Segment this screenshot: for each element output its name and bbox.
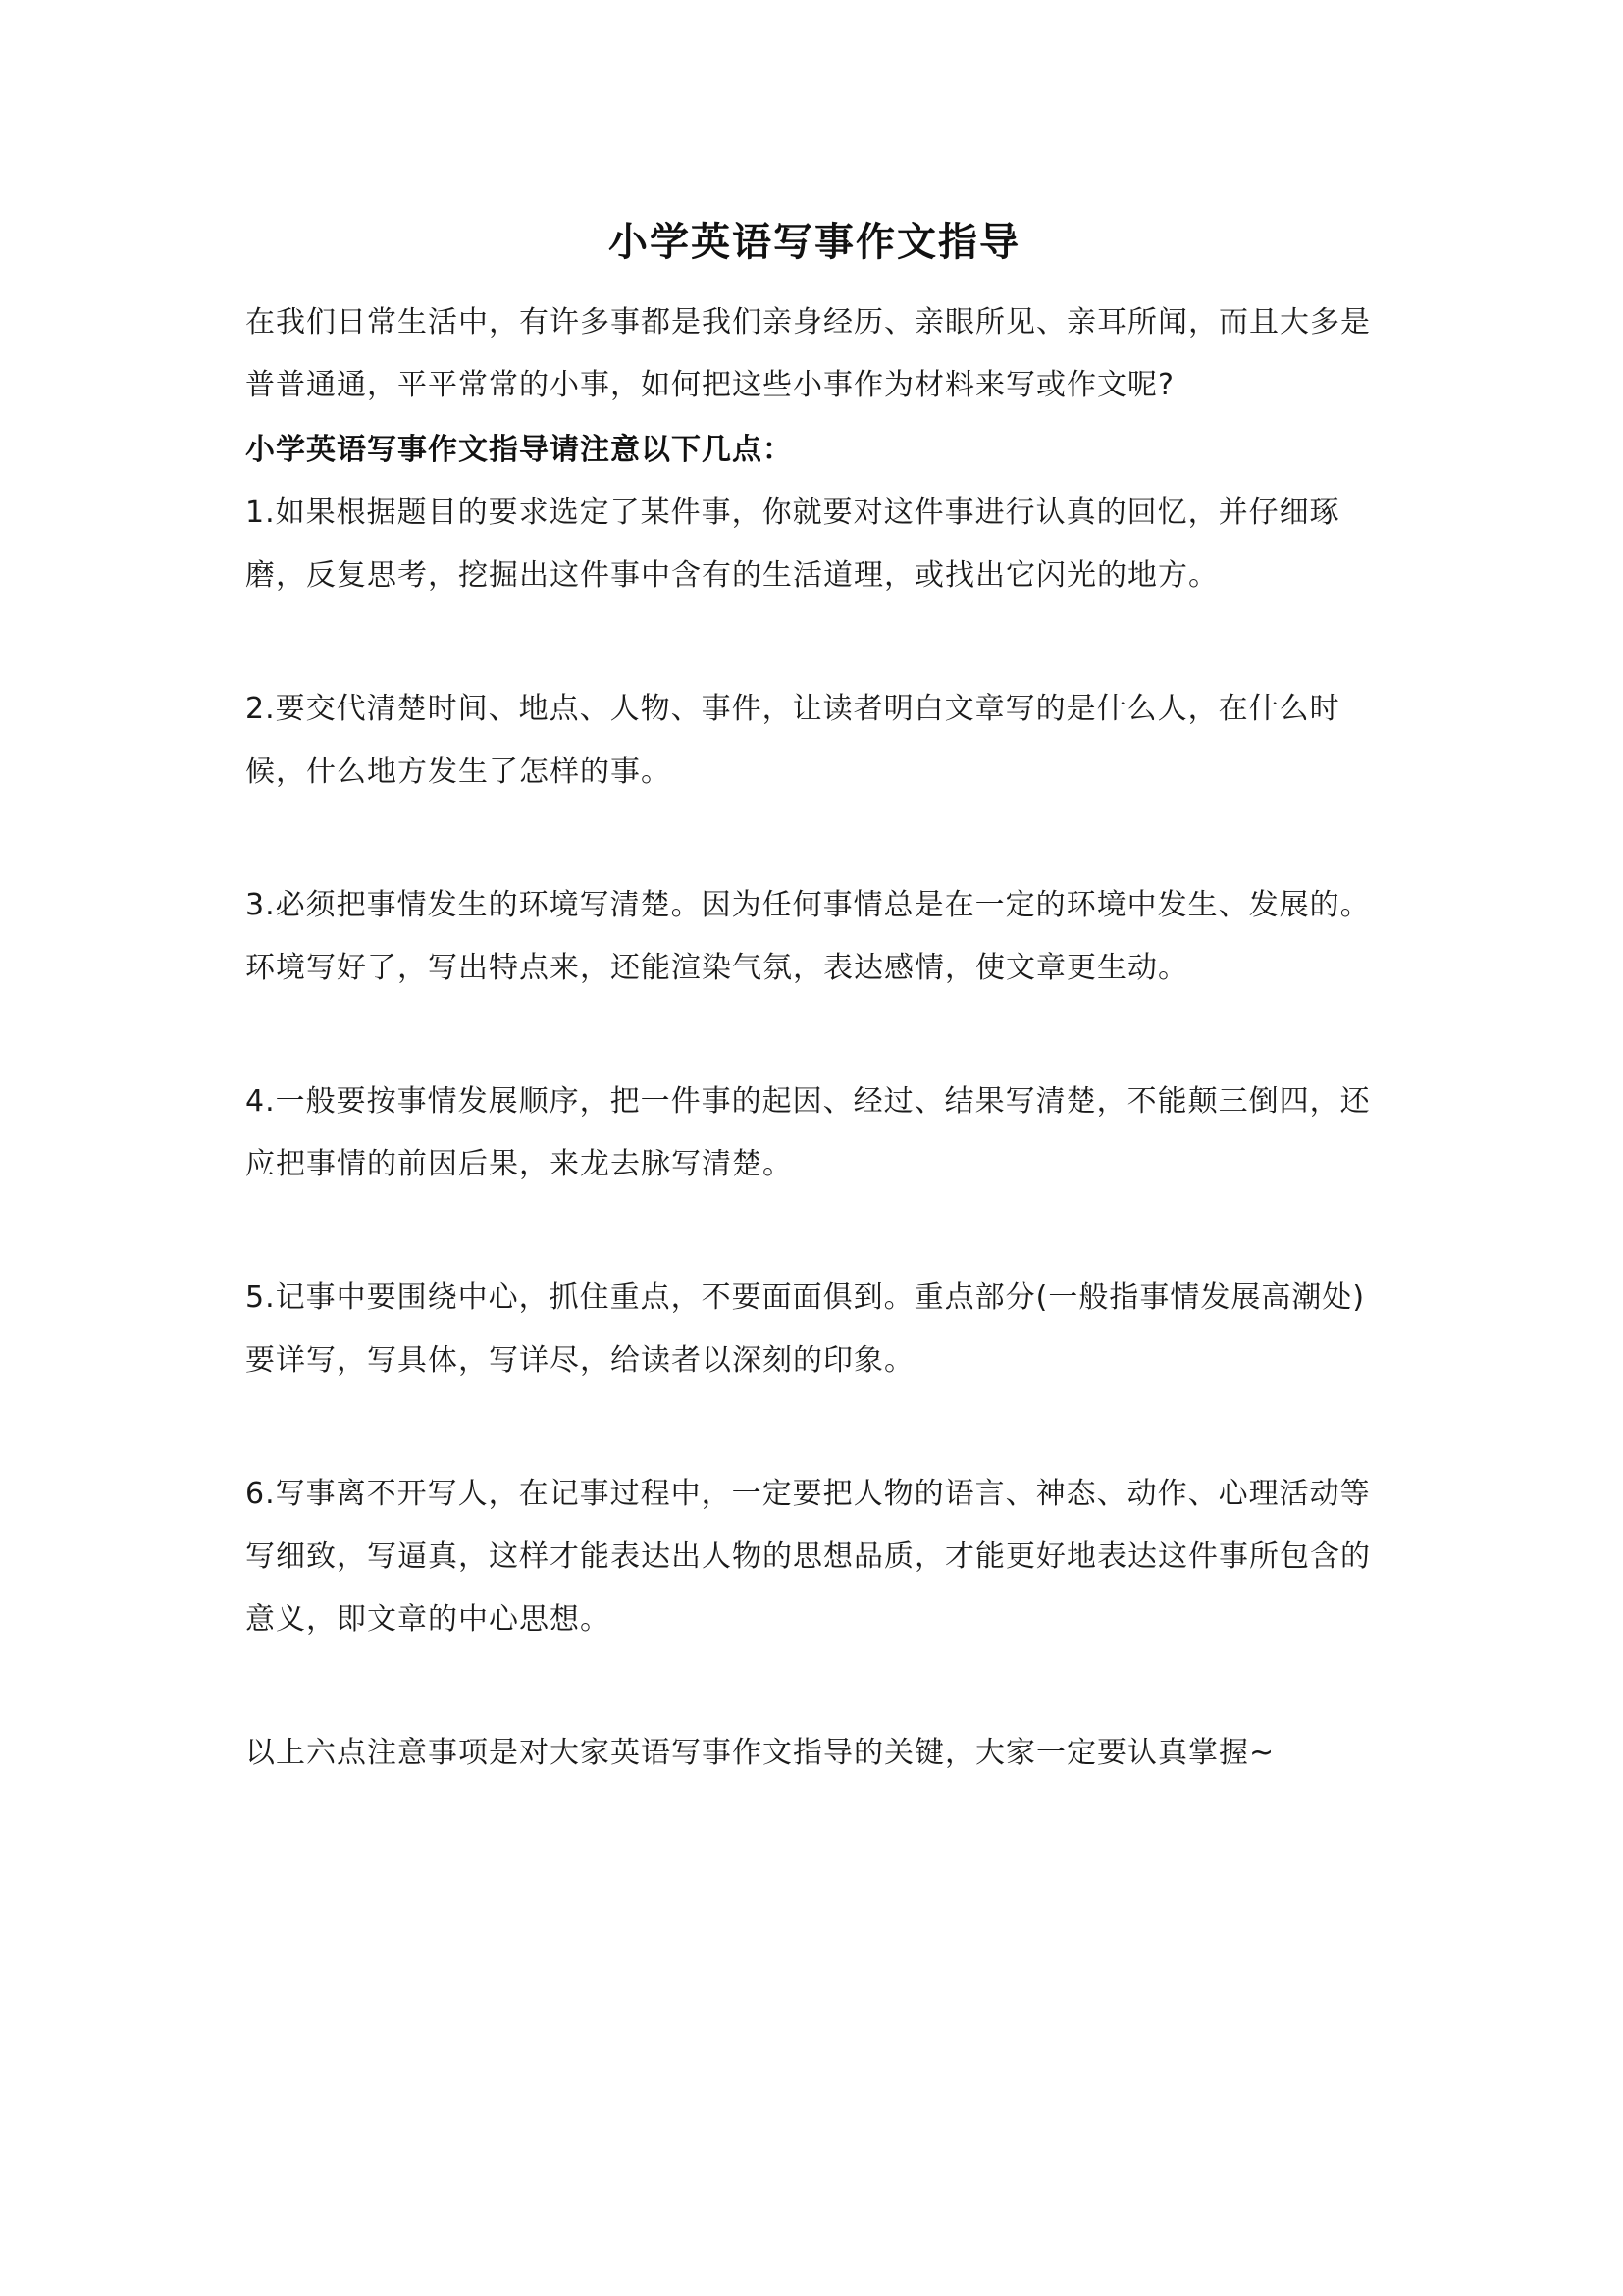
section-heading: 小学英语写事作文指导请注意以下几点： <box>245 433 793 467</box>
paragraph-gap <box>245 1000 1384 1070</box>
page-title: 小学英语写事作文指导 <box>608 219 1021 265</box>
paragraph-gap <box>245 1196 1384 1267</box>
point-6: 6.写事离不开写人，在记事过程中，一定要把人物的语言、神态、动作、心理活动等写细致，写逼真，这样才能表达出人物的思想品质，才能更好地表达这件事所包含的意义，即文章的中心思想。 <box>245 1477 1371 1637</box>
point-1: 1.如果根据题目的要求选定了某件事，你就要对这件事进行认真的回忆，并仔细琢磨，反复思考，挖掘出这件事中含有的生活道理，或找出它闪光的地方。 <box>245 496 1340 593</box>
paragraph-gap <box>245 1392 1384 1463</box>
paragraph-gap <box>245 1651 1384 1722</box>
point-3: 3.必须把事情发生的环境写清楚。因为任何事情总是在一定的环境中发生、发展的。环境写好了，写出特点来，还能渲染气氛，表达感情，使文章更生动。 <box>245 888 1371 985</box>
intro-paragraph: 在我们日常生活中，有许多事都是我们亲身经历、亲眼所见、亲耳所闻，而且大多是普普通通，平平常常的小事，如何把这些小事作为材料来写或作文呢? <box>245 305 1371 402</box>
point-2: 2.要交代清楚时间、地点、人物、事件，让读者明白文章写的是什么人，在什么时候，什么地方发生了怎样的事。 <box>245 692 1340 789</box>
closing-paragraph: 以上六点注意事项是对大家英语写事作文指导的关键，大家一定要认真掌握~ <box>245 1736 1276 1770</box>
point-4: 4.一般要按事情发展顺序，把一件事的起因、经过、结果写清楚，不能颠三倒四，还应把事情的前因后果，来龙去脉写清楚。 <box>245 1084 1371 1181</box>
document-body <box>245 211 1384 1785</box>
point-5: 5.记事中要围绕中心，抓住重点，不要面面俱到。重点部分(一般指事情发展高潮处)要详写，写具体，写详尽，给读者以深刻的印象。 <box>245 1280 1366 1378</box>
paragraph-gap <box>245 607 1384 678</box>
paragraph-gap <box>245 804 1384 874</box>
